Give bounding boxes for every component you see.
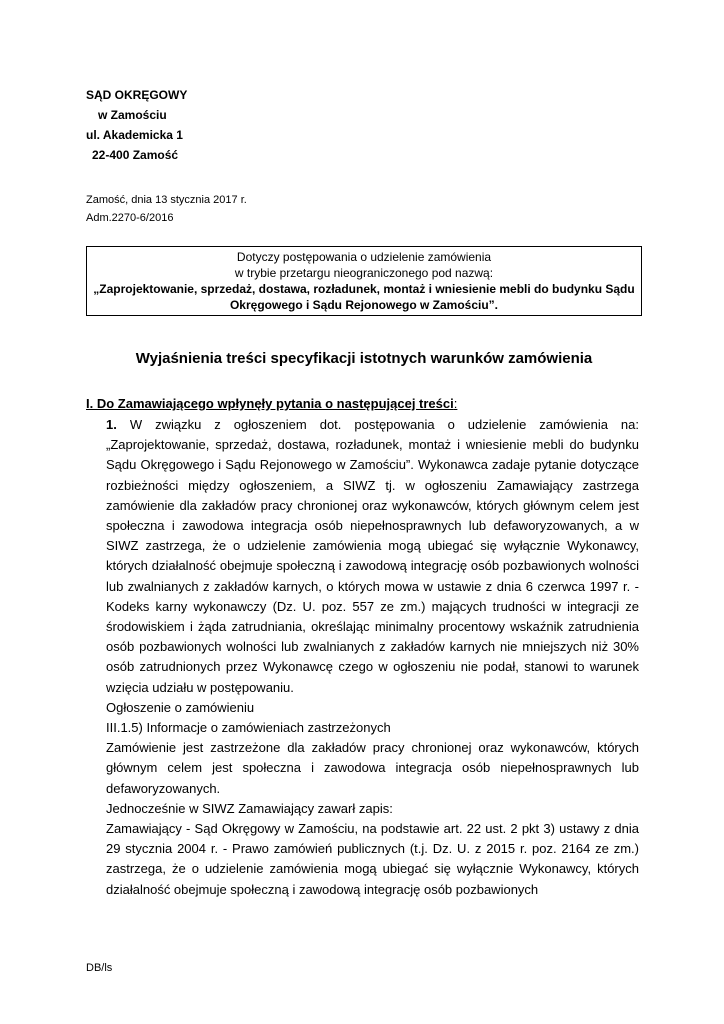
section-colon: : <box>453 396 458 411</box>
subject-line-2: w trybie przetargu nieograniczonego pod nazwą: <box>234 266 494 280</box>
reference-number: Adm.2270-6/2016 <box>86 212 174 224</box>
document-title: Wyjaśnienia treści specyfikacji istotnych warunków zamówienia <box>135 350 593 367</box>
subject-title: „Zaprojektowanie, sprzedaż, dostawa, rozładunek, montaż i wniesienie mebli do budynku Sądu Okręgowego i Sądu Rejonowego w Zamościu”. <box>93 282 635 312</box>
notice-label: Ogłoszenie o zamówieniu <box>106 699 255 715</box>
court-name: SĄD OKRĘGOWY <box>86 88 188 102</box>
question-paragraph-1 <box>106 415 639 698</box>
notice-section: III.1.5) Informacje o zamówieniach zastrzeżonych <box>106 720 391 736</box>
subject-box <box>86 246 642 316</box>
question-body <box>106 415 639 900</box>
notice-paragraph: Zamówienie jest zastrzeżone dla zakładów pracy chronionej oraz wykonawców, których głównym celem jest społeczna i zawodowa integracja osób niepełnosprawnych lub defaworyzowanych. <box>106 740 639 796</box>
question-text: W związku z ogłoszeniem dot. postępowania o udzielenie zamówienia na: „Zaprojektowanie, sprzedaż, dostawa, rozładunek, montaż i wniesienie mebli do budynku Sądu Okręgowego i Sądu Rejonowego w Zamościu”. Wykonawca zadaje pytanie dotyczące rozbieżności między ogłoszeniem, a SIWZ tj. w ogłoszeniu Zamawiający zastrzega zamówienie dla zakładów pracy chronionej oraz wykonawców, których głównym celem jest społeczna i zawodowa integracja osób niepełnosprawnych lub defaworyzowanych, a w SIWZ zastrzega, że o udzielenie zamówienia mogą ubiegać się wyłącznie Wykonawcy, których działalność obejmuje społeczną i zawodową integrację osób pozbawionych wolności lub zwalnianych z zakładów karnych, o których mowa w ustawie z dnia 6 czerwca 1997 r. - Kodeks karny wykonawczy (Dz. U. poz. 557 ze zm.) mających trudności w integracji ze środowiskiem i żąda zatrudniania, określając minimalny procentowy wskaźnik zatrudnienia osób pozbawionych wolności lub zwalnianych z zakładów karnych nie mniejszych niż 30% osób zatrudnionych przez Wykonawcę czego w ogłoszeniu nie podał, stanowi to warunek wzięcia udziału w postępowaniu. <box>106 417 639 695</box>
document-meta <box>86 191 247 227</box>
court-postal: 22-400 Zamość <box>92 148 179 162</box>
footer-initials: DB/ls <box>86 962 113 974</box>
section-heading-text: I. Do Zamawiającego wpłynęły pytania o następującej treści <box>86 396 454 411</box>
subject-line-1: Dotyczy postępowania o udzielenie zamówienia <box>236 250 492 264</box>
sender-address <box>86 85 187 165</box>
court-city: w Zamościu <box>98 108 167 122</box>
date-line: Zamość, dnia 13 stycznia 2017 r. <box>86 194 247 206</box>
court-street: ul. Akademicka 1 <box>86 128 183 142</box>
section-heading <box>86 396 457 411</box>
question-number: 1. <box>106 417 117 432</box>
siwz-paragraph: Zamawiający - Sąd Okręgowy w Zamościu, na podstawie art. 22 ust. 2 pkt 3) ustawy z dnia 29 stycznia 2004 r. - Prawo zamówień publicznych (t.j. Dz. U. z 2015 r. poz. 2164 ze zm.) zastrzega, że o udzielenie zamówienia mogą ubiegać się wyłącznie Wykonawcy, których działalność obejmuje społeczną i zawodową integrację osób pozbawionych <box>106 821 639 897</box>
siwz-label: Jednocześnie w SIWZ Zamawiający zawarł zapis: <box>106 800 393 816</box>
